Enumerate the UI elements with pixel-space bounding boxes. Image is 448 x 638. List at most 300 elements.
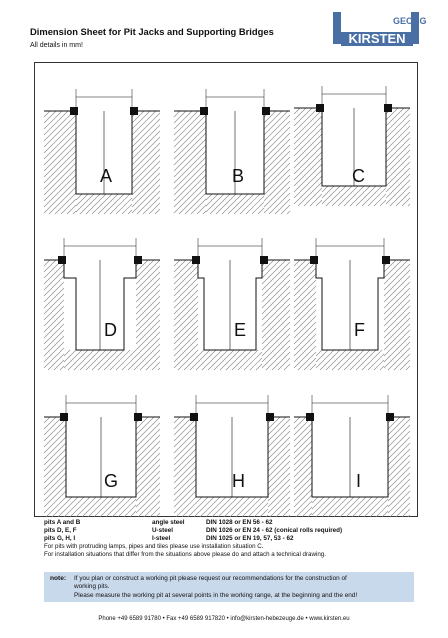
ground-hatch: [268, 461, 290, 483]
steel-profile: [386, 413, 394, 421]
ground-hatch: [294, 340, 316, 362]
ground-hatch: [388, 485, 410, 507]
ground-hatch: [218, 497, 238, 517]
ground-hatch: [390, 497, 410, 517]
ground-hatch: [350, 350, 370, 370]
pit-label: A: [100, 166, 113, 186]
ground-hatch: [316, 200, 322, 206]
ground-hatch: [386, 132, 410, 156]
spec-row: [44, 519, 342, 527]
ground-hatch: [136, 435, 160, 459]
ground-hatch: [44, 419, 66, 441]
steel-profile: [70, 107, 78, 115]
ground-hatch: [294, 280, 316, 302]
ground-hatch: [132, 155, 160, 183]
pit-diagram-h: [172, 375, 292, 515]
ground-hatch: [294, 268, 316, 290]
ground-hatch: [312, 497, 324, 509]
ground-hatch: [44, 151, 76, 183]
ground-hatch: [268, 455, 290, 477]
ground-hatch: [226, 350, 246, 370]
ground-hatch: [362, 350, 382, 370]
ground-hatch: [294, 328, 316, 350]
ground-hatch: [202, 350, 222, 370]
ground-hatch: [174, 419, 196, 441]
ground-hatch: [44, 111, 68, 135]
ground-hatch: [60, 366, 64, 370]
ground-hatch: [388, 467, 410, 489]
ground-hatch: [136, 290, 160, 314]
ground-hatch: [44, 348, 64, 368]
ground-hatch: [80, 350, 100, 370]
spec-norm: DIN 1028 or EN 56 - 62: [206, 519, 273, 526]
ground-hatch: [44, 485, 66, 507]
ground-hatch: [174, 163, 206, 195]
ground-hatch: [174, 260, 180, 266]
ground-hatch: [174, 314, 198, 338]
ground-hatch: [374, 360, 384, 370]
pit-label: E: [234, 320, 247, 340]
ground-hatch: [76, 497, 96, 517]
ground-hatch: [322, 497, 342, 517]
ground-hatch: [294, 170, 322, 198]
ground-hatch: [52, 503, 66, 517]
ground-hatch: [174, 151, 206, 183]
ground-hatch: [174, 338, 198, 362]
ground-hatch: [174, 169, 206, 201]
pit-label: D: [104, 320, 117, 340]
steel-profile: [384, 104, 392, 112]
ground-hatch: [262, 286, 290, 314]
pit-label: I: [356, 471, 362, 491]
ground-hatch: [70, 497, 90, 517]
ground-hatch: [174, 417, 180, 423]
ground-hatch: [294, 108, 300, 114]
ground-hatch: [44, 324, 64, 344]
kirsten-logo: [333, 10, 427, 54]
ground-hatch: [316, 350, 322, 356]
ground-hatch: [176, 497, 196, 517]
ground-hatch: [386, 138, 410, 162]
note-text: If you plan or construct a working pit please request our recommendations for the construction of: [74, 575, 347, 582]
ground-hatch: [294, 346, 316, 368]
ground-hatch: [344, 186, 364, 206]
ground-hatch: [44, 417, 56, 429]
steel-profile: [262, 107, 270, 115]
ground-hatch: [294, 286, 316, 308]
ground-hatch: [310, 364, 316, 370]
ground-hatch: [294, 292, 316, 314]
steel-specs: [44, 519, 342, 559]
ground-hatch: [294, 417, 306, 429]
ground-hatch: [174, 344, 198, 368]
ground-hatch: [134, 368, 136, 370]
ground-hatch: [320, 350, 340, 370]
ground-hatch: [44, 260, 50, 266]
ground-hatch: [174, 467, 196, 489]
steel-profile: [260, 256, 268, 264]
ground-hatch: [174, 111, 204, 141]
ground-hatch: [132, 143, 160, 171]
ground-hatch: [262, 310, 290, 338]
note-label: note:: [50, 575, 67, 582]
ground-hatch: [268, 443, 290, 465]
ground-hatch: [136, 314, 160, 338]
steel-profile: [306, 413, 314, 421]
spec-norm: DIN 1026 or EN 24 - 62 (conical rolls required): [206, 527, 343, 534]
note-line: For pits with protruding lamps, pipes and tiles please use installation situation C.: [44, 543, 264, 550]
ground-hatch: [112, 497, 132, 517]
ground-hatch: [44, 417, 50, 423]
ground-hatch: [294, 417, 300, 423]
pit-diagram-a: [42, 66, 162, 206]
ground-hatch: [132, 119, 160, 147]
ground-hatch: [92, 350, 112, 370]
ground-hatch: [294, 316, 316, 338]
ground-hatch: [362, 186, 382, 206]
page-subtitle: All details in mm!: [30, 42, 83, 49]
ground-hatch: [174, 308, 198, 332]
ground-hatch: [174, 278, 198, 302]
ground-hatch: [334, 497, 354, 517]
ground-hatch: [294, 122, 322, 150]
ground-hatch: [262, 292, 290, 320]
note-text: Please measure the working pit at several points in the working range, at the beginning and the end!: [74, 592, 358, 599]
ground-hatch: [294, 110, 322, 138]
ground-hatch: [268, 437, 290, 459]
svg-text:KIRSTEN: KIRSTEN: [348, 31, 406, 46]
ground-hatch: [44, 127, 76, 159]
ground-hatch: [386, 150, 410, 174]
ground-hatch: [110, 350, 130, 370]
ground-hatch: [136, 320, 160, 344]
ground-hatch: [44, 449, 66, 471]
ground-hatch: [364, 497, 384, 517]
ground-hatch: [66, 497, 72, 503]
ground-hatch: [338, 350, 358, 370]
ground-hatch: [174, 320, 198, 344]
steel-profile: [266, 413, 274, 421]
ground-hatch: [388, 348, 410, 370]
ground-hatch: [136, 332, 160, 356]
ground-hatch: [174, 417, 186, 429]
ground-hatch: [224, 497, 244, 517]
ground-hatch: [44, 163, 76, 195]
ground-hatch: [174, 111, 198, 135]
ground-hatch: [136, 272, 160, 296]
ground-hatch: [294, 176, 322, 204]
pit-diagram-g: [42, 375, 162, 515]
ground-hatch: [132, 131, 160, 159]
ground-hatch: [146, 356, 160, 370]
ground-hatch: [136, 344, 160, 368]
ground-hatch: [356, 350, 376, 370]
ground-hatch: [294, 260, 300, 266]
pit-label: C: [352, 166, 365, 186]
ground-hatch: [380, 366, 384, 370]
ground-hatch: [214, 350, 234, 370]
spec-row: [44, 527, 342, 535]
spec-steel: U-steel: [152, 527, 173, 534]
ground-hatch: [174, 115, 206, 147]
ground-hatch: [388, 419, 410, 441]
ground-hatch: [322, 186, 328, 192]
ground-hatch: [174, 127, 206, 159]
ground-hatch: [388, 473, 410, 495]
ground-hatch: [44, 342, 64, 362]
ground-hatch: [294, 134, 322, 162]
ground-hatch: [248, 497, 268, 517]
ground-hatch: [44, 111, 50, 117]
ground-hatch: [220, 350, 240, 370]
ground-hatch: [356, 186, 376, 206]
spec-steel: angle steel: [152, 519, 185, 526]
ground-hatch: [230, 497, 250, 517]
ground-hatch: [386, 120, 410, 144]
ground-hatch: [294, 164, 322, 192]
ground-hatch: [386, 174, 410, 198]
steel-profile: [134, 256, 142, 264]
pit-label: F: [354, 320, 365, 340]
ground-hatch: [136, 302, 160, 326]
ground-hatch: [174, 443, 196, 465]
ground-hatch: [86, 350, 106, 370]
ground-hatch: [44, 467, 66, 489]
ground-hatch: [44, 111, 56, 123]
ground-hatch: [174, 455, 196, 477]
ground-hatch: [386, 156, 410, 180]
ground-hatch: [326, 186, 346, 206]
ground-hatch: [174, 296, 198, 320]
ground-hatch: [386, 168, 410, 192]
ground-hatch: [294, 108, 306, 120]
ground-hatch: [270, 497, 290, 517]
steel-profile: [316, 104, 324, 112]
ground-hatch: [104, 350, 124, 370]
ground-hatch: [54, 360, 64, 370]
ground-hatch: [136, 429, 160, 453]
ground-hatch: [396, 503, 410, 517]
pit-diagram-d: [42, 220, 162, 370]
ground-hatch: [374, 194, 386, 206]
ground-hatch: [174, 133, 206, 165]
pit-label: G: [104, 471, 119, 491]
ground-hatch: [44, 425, 66, 447]
ground-hatch: [136, 284, 160, 308]
spec-pits: pits A and B: [44, 519, 81, 526]
steel-profile: [382, 256, 390, 264]
ground-hatch: [268, 491, 290, 513]
ground-hatch: [238, 350, 258, 370]
ground-hatch: [174, 272, 198, 296]
ground-hatch: [294, 262, 316, 284]
ground-hatch: [136, 453, 160, 477]
ground-hatch: [136, 338, 160, 362]
ground-hatch: [66, 497, 78, 509]
ground-hatch: [206, 194, 212, 200]
steel-profile: [200, 107, 208, 115]
ground-hatch: [76, 194, 88, 206]
ground-hatch: [44, 133, 76, 165]
ground-hatch: [294, 274, 316, 296]
ground-hatch: [44, 443, 66, 465]
ground-hatch: [266, 346, 290, 370]
ground-hatch: [174, 491, 196, 513]
ground-hatch: [116, 350, 136, 370]
ground-hatch: [268, 419, 290, 441]
ground-hatch: [88, 497, 108, 517]
ground-hatch: [174, 449, 196, 471]
pit-diagram-c: [292, 66, 412, 206]
ground-hatch: [98, 350, 118, 370]
ground-hatch: [174, 260, 186, 272]
ground-hatch: [294, 260, 306, 272]
ground-hatch: [174, 111, 186, 123]
ground-hatch: [388, 425, 410, 447]
ground-hatch: [44, 336, 64, 356]
ground-hatch: [74, 350, 94, 370]
spec-steel: I-steel: [152, 535, 171, 542]
ground-hatch: [294, 334, 316, 356]
ground-hatch: [174, 437, 196, 459]
ground-hatch: [64, 350, 76, 362]
ground-hatch: [44, 121, 76, 153]
spec-norm: DIN 1025 or EN 19, 57, 53 - 62: [206, 535, 294, 542]
ground-hatch: [262, 304, 290, 332]
ground-hatch: [268, 425, 290, 447]
ground-hatch: [254, 503, 268, 517]
ground-hatch: [344, 350, 364, 370]
ground-hatch: [208, 350, 228, 370]
ground-hatch: [388, 449, 410, 471]
ground-hatch: [132, 161, 160, 189]
ground-hatch: [132, 179, 160, 207]
ground-hatch: [352, 497, 372, 517]
ground-hatch: [262, 340, 290, 368]
ground-hatch: [94, 497, 114, 517]
ground-hatch: [46, 497, 66, 517]
ground-hatch: [136, 423, 160, 447]
spec-row: [44, 535, 342, 543]
ground-hatch: [44, 145, 76, 177]
ground-hatch: [44, 330, 64, 350]
ground-hatch: [132, 173, 160, 201]
ground-hatch: [294, 152, 322, 180]
ground-hatch: [294, 108, 318, 132]
ground-hatch: [136, 308, 160, 332]
ground-hatch: [256, 364, 262, 370]
ground-hatch: [262, 280, 290, 308]
ground-hatch: [268, 485, 290, 507]
ground-hatch: [262, 274, 290, 302]
steel-profile: [190, 413, 198, 421]
ground-hatch: [174, 290, 198, 314]
ground-hatch: [304, 358, 316, 370]
ground-hatch: [44, 300, 64, 320]
ground-hatch: [294, 304, 316, 326]
ground-hatch: [44, 318, 64, 338]
ground-hatch: [196, 368, 198, 370]
ground-hatch: [268, 431, 290, 453]
ground-hatch: [136, 326, 160, 350]
ground-hatch: [388, 437, 410, 459]
ground-hatch: [338, 186, 358, 206]
ground-hatch: [122, 356, 136, 370]
ground-hatch: [136, 296, 160, 320]
ground-hatch: [380, 200, 386, 206]
ground-hatch: [294, 298, 316, 320]
steel-profile: [310, 256, 318, 264]
ground-hatch: [316, 350, 328, 362]
ground-hatch: [44, 260, 56, 272]
ground-hatch: [386, 126, 410, 150]
ground-hatch: [262, 268, 290, 296]
ground-hatch: [136, 266, 160, 290]
ground-hatch: [196, 497, 208, 509]
ground-hatch: [44, 491, 66, 513]
ground-hatch: [44, 461, 66, 483]
ground-hatch: [294, 128, 322, 156]
ground-hatch: [262, 328, 290, 356]
ground-hatch: [178, 350, 198, 370]
steel-profile: [134, 413, 142, 421]
ground-hatch: [64, 350, 70, 356]
ground-hatch: [294, 322, 316, 344]
ground-hatch: [262, 298, 290, 326]
ground-hatch: [236, 497, 256, 517]
ground-hatch: [174, 139, 206, 171]
ground-hatch: [174, 479, 196, 501]
ground-hatch: [332, 186, 352, 206]
ground-hatch: [262, 262, 290, 290]
ground-hatch: [174, 473, 196, 495]
ground-hatch: [232, 350, 252, 370]
ground-hatch: [174, 145, 206, 177]
ground-hatch: [242, 497, 262, 517]
ground-hatch: [132, 149, 160, 177]
ground-hatch: [138, 495, 160, 517]
ground-hatch: [196, 497, 202, 503]
ground-hatch: [294, 116, 322, 144]
ground-hatch: [76, 194, 82, 200]
ground-hatch: [44, 294, 64, 314]
ground-hatch: [312, 497, 318, 503]
ground-hatch: [68, 350, 88, 370]
ground-hatch: [174, 157, 206, 189]
ground-hatch: [400, 360, 410, 370]
ground-hatch: [250, 358, 262, 370]
ground-hatch: [44, 437, 66, 459]
ground-hatch: [44, 139, 76, 171]
ground-hatch: [340, 497, 360, 517]
ground-hatch: [268, 473, 290, 495]
pit-diagram-b: [172, 66, 292, 206]
ground-hatch: [82, 497, 102, 517]
steel-profile: [130, 107, 138, 115]
ground-hatch: [184, 356, 198, 370]
ground-hatch: [136, 278, 160, 302]
ground-hatch: [326, 350, 346, 370]
ground-hatch: [44, 270, 64, 290]
ground-hatch: [388, 443, 410, 465]
steel-profile: [192, 256, 200, 264]
ground-hatch: [44, 111, 74, 141]
pit-diagram-i: [292, 375, 412, 515]
ground-hatch: [44, 157, 76, 189]
ground-hatch: [200, 497, 220, 517]
ground-hatch: [206, 194, 218, 206]
ground-hatch: [358, 497, 378, 517]
